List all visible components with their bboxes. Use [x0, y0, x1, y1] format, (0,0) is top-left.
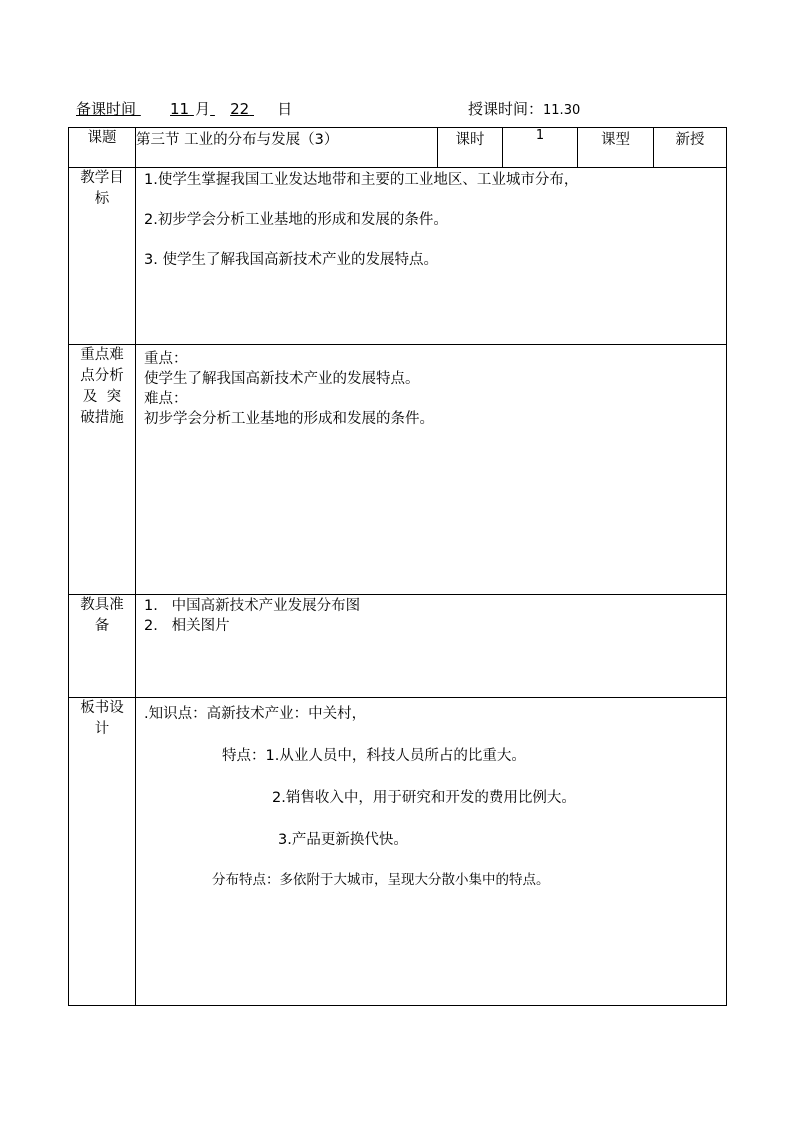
board-label [69, 698, 136, 1006]
objectives-label-line: 标 [94, 191, 110, 207]
type-value: 新授 [654, 128, 727, 168]
prep-month: 11 [170, 100, 190, 118]
board-line: 分布特点：多依附于大城市，呈现大分散小集中的特点。 [212, 872, 550, 888]
keypoint-line: 难点： [144, 391, 188, 407]
keypoints-label-line: 及 突 [82, 389, 122, 405]
objective-item: 1.使学生掌握我国工业发达地带和主要的工业地区、工业城市分布， [144, 172, 579, 188]
materials-row [69, 595, 727, 698]
keypoints-label-line: 点分析 [80, 368, 124, 384]
objectives-content [136, 168, 727, 345]
teach-time [468, 98, 580, 119]
lesson-plan-table [68, 127, 727, 1006]
objectives-label-line: 教学目 [80, 170, 124, 186]
board-row [69, 698, 727, 1006]
keypoint-line: 使学生了解我国高新技术产业的发展特点。 [144, 371, 420, 387]
prep-day: 22 [230, 100, 250, 118]
month-unit: 月 [195, 100, 211, 118]
materials-label [69, 595, 136, 698]
prep-label: 备课时间 [76, 100, 137, 118]
board-label-line: 计 [94, 721, 110, 737]
lesson-header [76, 98, 726, 120]
objective-item: 3. 使学生了解我国高新技术产业的发展特点。 [144, 252, 438, 268]
objective-item: 2.初步学会分析工业基地的形成和发展的条件。 [144, 212, 448, 228]
objectives-row [69, 168, 727, 345]
materials-label-line: 备 [94, 618, 110, 634]
material-item: 2. 相关图片 [144, 618, 230, 634]
board-line: 特点：1.从业人员中，科技人员所占的比重大。 [222, 748, 526, 764]
objectives-label [69, 168, 136, 345]
topic-value: 第三节 工业的分布与发展（3） [136, 128, 438, 168]
materials-content [136, 595, 727, 698]
topic-row [69, 128, 727, 168]
hours-label: 课时 [438, 128, 503, 168]
keypoint-line: 重点： [144, 351, 188, 367]
board-line: 2.销售收入中，用于研究和开发的费用比例大。 [272, 790, 576, 806]
type-label: 课型 [578, 128, 654, 168]
keypoint-line: 初步学会分析工业基地的形成和发展的条件。 [144, 411, 434, 427]
keypoints-label-line: 破措施 [80, 410, 124, 426]
hours-value: 1 [503, 128, 578, 168]
keypoints-row [69, 345, 727, 595]
board-content [136, 698, 727, 1006]
materials-label-line: 教具准 [80, 597, 124, 613]
day-unit: 日 [277, 100, 293, 118]
teach-value: 11.30 [543, 103, 581, 118]
keypoints-label-line: 重点难 [80, 347, 124, 363]
board-label-line: 板书设 [80, 700, 124, 716]
material-item: 1. 中国高新技术产业发展分布图 [144, 598, 361, 614]
keypoints-label [69, 345, 136, 595]
prep-time [76, 98, 292, 119]
topic-label: 课题 [69, 128, 136, 168]
teach-label: 授课时间： [468, 100, 544, 118]
board-line: .知识点：高新技术产业：中关村， [144, 706, 367, 722]
keypoints-content [136, 345, 727, 595]
board-line: 3.产品更新换代快。 [278, 832, 408, 848]
